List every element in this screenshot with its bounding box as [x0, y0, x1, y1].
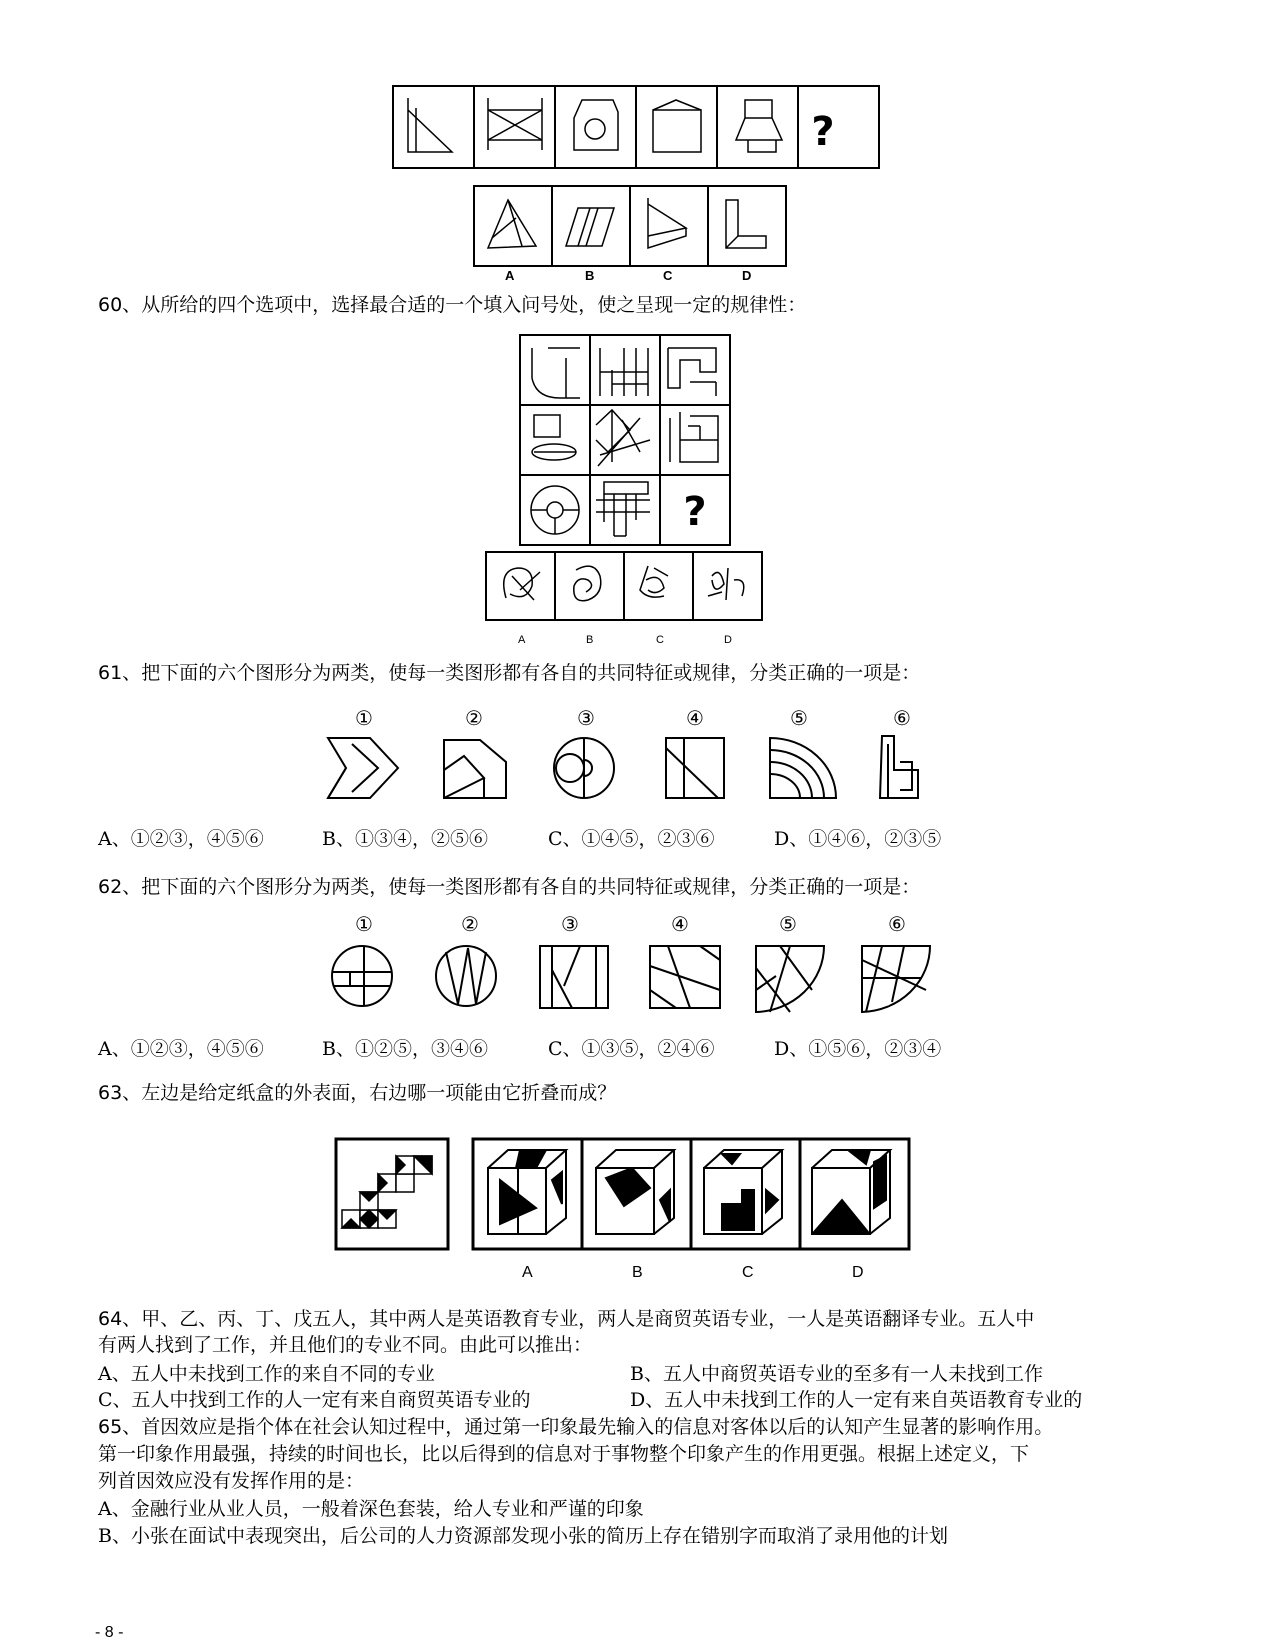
q61-option-d[interactable]: D、①④⑥，②③⑤ — [774, 828, 942, 850]
q59-option-label-a[interactable]: A — [505, 268, 515, 283]
q64-line-1: 甲、乙、丙、丁、戊五人，其中两人是英语教育专业，两人是商贸英语专业，一人是英语翻译专业。五人中 — [141, 1308, 1035, 1330]
q62-figure-number-3: ③ — [561, 912, 579, 936]
q60-option-label-a[interactable]: A — [518, 634, 526, 646]
q62-figure-number-2: ② — [461, 912, 479, 936]
q64-option-d[interactable]: D、五人中未找到工作的人一定有来自英语教育专业的 — [630, 1389, 1083, 1411]
q62-number: 62、 — [98, 876, 142, 898]
q61-option-b[interactable]: B、①③④，②⑤⑥ — [322, 828, 488, 850]
q62-text: 把下面的六个图形分为两类，使每一类图形都有各自的共同特征或规律，分类正确的一项是： — [141, 876, 921, 898]
q63-number: 63、 — [98, 1082, 142, 1104]
q61-figure-number-6: ⑥ — [893, 706, 911, 730]
q62-option-d[interactable]: D、①⑤⑥，②③④ — [774, 1038, 942, 1060]
q64-question — [98, 1306, 1034, 1332]
q60-option-label-c[interactable]: C — [656, 634, 664, 646]
q63-option-label-a[interactable]: A — [522, 1264, 533, 1281]
q60-option-label-d[interactable]: D — [724, 634, 732, 646]
q63-option-label-d[interactable]: D — [852, 1264, 864, 1281]
q62-option-c[interactable]: C、①③⑤，②④⑥ — [548, 1038, 715, 1060]
q62-figure-number-1: ① — [355, 912, 373, 936]
q61-number: 61、 — [98, 662, 142, 684]
q59-option-label-d[interactable]: D — [742, 268, 752, 283]
q61-figure-number-3: ③ — [577, 706, 595, 730]
q61-text: 把下面的六个图形分为两类，使每一类图形都有各自的共同特征或规律，分类正确的一项是： — [141, 662, 921, 684]
q64-option-a[interactable]: A、五人中未找到工作的来自不同的专业 — [98, 1363, 435, 1385]
q62-option-a[interactable]: A、①②③，④⑤⑥ — [98, 1038, 264, 1060]
q65-line-2: 第一印象作用最强，持续的时间也长，比以后得到的信息对于事物整个印象产生的作用更强。根据上述定义，下 — [98, 1443, 1030, 1465]
q62-figure-number-4: ④ — [671, 912, 689, 936]
q65-option-b[interactable]: B、小张在面试中表现突出，后公司的人力资源部发现小张的简历上存在错别字而取消了录用他的计划 — [98, 1525, 948, 1547]
q65-option-a[interactable]: A、金融行业从业人员，一般着深色套装，给人专业和严谨的印象 — [98, 1498, 644, 1520]
q63-text: 左边是给定纸盒的外表面，右边哪一项能由它折叠而成？ — [141, 1082, 617, 1104]
q62-figure-number-6: ⑥ — [888, 912, 906, 936]
q64-option-c[interactable]: C、五人中找到工作的人一定有来自商贸英语专业的 — [98, 1389, 531, 1411]
q61-figure-number-5: ⑤ — [790, 706, 808, 730]
q59-option-label-b[interactable]: B — [585, 268, 595, 283]
q59-option-label-c[interactable]: C — [663, 268, 673, 283]
q64-line-2: 有两人找到了工作，并且他们的专业不同。由此可以推出： — [98, 1334, 593, 1356]
q61-option-a[interactable]: A、①②③，④⑤⑥ — [98, 828, 264, 850]
q61-option-c[interactable]: C、①④⑤，②③⑥ — [548, 828, 715, 850]
q63-option-label-b[interactable]: B — [632, 1264, 643, 1281]
q62-figure-number-5: ⑤ — [779, 912, 797, 936]
q62-option-b[interactable]: B、①②⑤，③④⑥ — [322, 1038, 488, 1060]
q65-number: 65、 — [98, 1416, 142, 1438]
q61-figure-number-1: ① — [355, 706, 373, 730]
q65-line-3: 列首因效应没有发挥作用的是： — [98, 1470, 365, 1492]
q65-question — [98, 1414, 1053, 1440]
q60-option-label-b[interactable]: B — [586, 634, 594, 646]
q64-option-b[interactable]: B、五人中商贸英语专业的至多有一人未找到工作 — [630, 1363, 1043, 1385]
q60-question-mark: ? — [683, 489, 707, 535]
q60-text: 从所给的四个选项中，选择最合适的一个填入问号处，使之呈现一定的规律性： — [141, 294, 807, 316]
q60-number: 60、 — [98, 294, 142, 316]
q63-option-label-c[interactable]: C — [742, 1264, 754, 1281]
q61-figure-number-2: ② — [465, 706, 483, 730]
q64-number: 64、 — [98, 1308, 142, 1330]
q59-question-mark: ? — [811, 109, 835, 155]
q65-line-1: 首因效应是指个体在社会认知过程中，通过第一印象最先输入的信息对客体以后的认知产生显著的影响作用。 — [141, 1416, 1054, 1438]
q61-figure-number-4: ④ — [686, 706, 704, 730]
page-number: - 8 - — [95, 1624, 124, 1641]
